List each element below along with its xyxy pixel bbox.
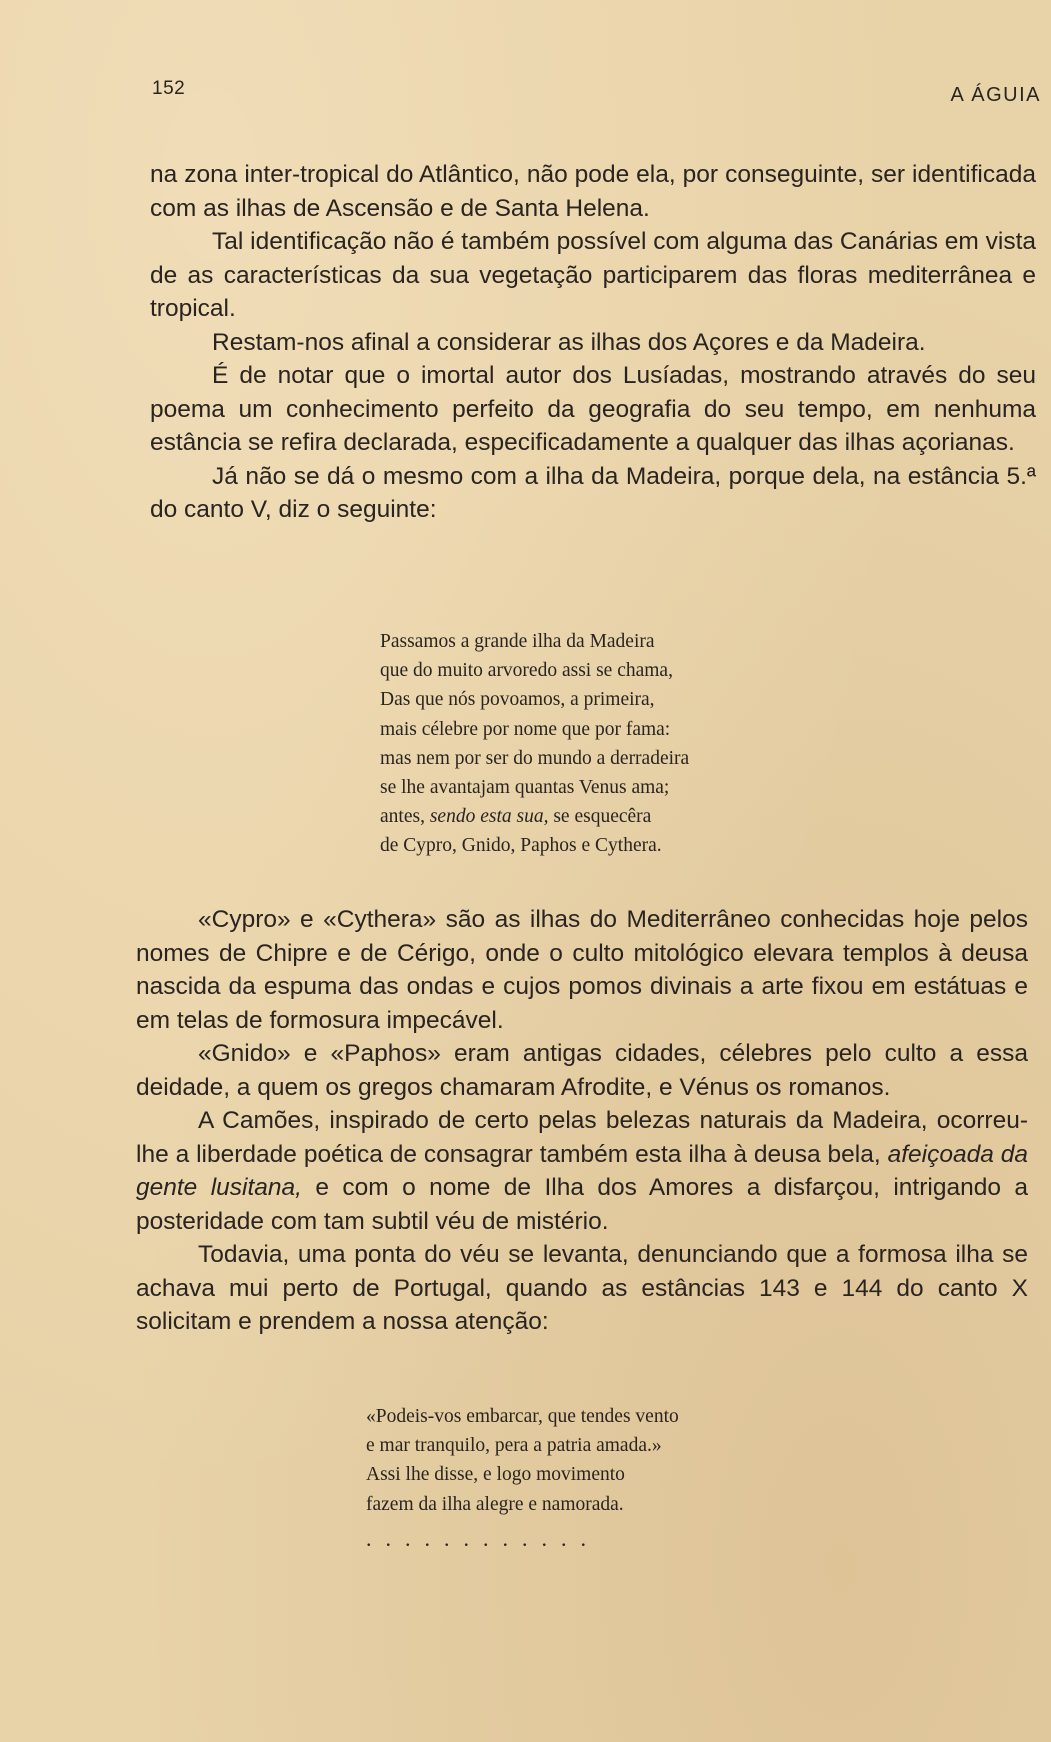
- body-text-bottom: [136, 903, 1028, 1339]
- paragraph: Já não se dá o mesmo com a ilha da Madeira, porque dela, na estância 5.ª do canto V, diz o seguinte:: [150, 462, 1036, 523]
- verse-line: e mar tranquilo, pera a patria amada.»: [366, 1435, 662, 1457]
- paragraph: «Cypro» e «Cythera» são as ilhas do Mediterrâneo conhecidas hoje pelos nomes de Chipre e de Cérigo, onde o culto mitológico elevara templos à deusa nascida da espuma das ondas e cujos pomos divinais a arte fixou em estátuas e em telas de formosura impecável.: [136, 906, 1028, 1034]
- ellipsis-dots: ............: [366, 1525, 600, 1551]
- verse-text: se esquecêra: [548, 806, 652, 828]
- verse-line: que do muito arvoredo assi se chama,: [380, 660, 673, 682]
- verse-emphasis: sendo esta sua,: [429, 806, 549, 828]
- verse-line: Das que nós povoamos, a primeira,: [380, 689, 655, 711]
- paragraph: Tal identificação não é também possível com alguma das Canárias em vista de as características da sua vegetação participarem das floras mediterrânea e tropical.: [150, 228, 1036, 322]
- verse-line: de Cypro, Gnido, Paphos e Cythera.: [380, 835, 662, 857]
- verse-line: fazem da ilha alegre e namorada.: [366, 1493, 624, 1515]
- paragraph-text: e com o nome de Ilha dos Amores a disfarçou, intrigando a posteridade com tam subtil véu de mistério.: [136, 1174, 1028, 1235]
- verse-quote-lusiadas-canto-v: [380, 627, 689, 861]
- verse-line: Assi lhe disse, e logo movimento: [366, 1464, 625, 1486]
- paragraph: Restam-nos afinal a considerar as ilhas dos Açores e da Madeira.: [212, 328, 926, 356]
- paragraph: Todavia, uma ponta do véu se levanta, denunciando que a formosa ilha se achava mui perto de Portugal, quando as estâncias 143 e 144 do canto X solicitam e prendem a nossa atenção:: [136, 1241, 1028, 1335]
- page-number: 152: [152, 78, 186, 99]
- paragraph: É de notar que o imortal autor dos Lusíadas, mostrando através do seu poema um conhecimento perfeito da geografia do seu tempo, em nenhuma estância se refira declarada, especificadamente a qualquer das ilhas açorianas.: [150, 362, 1036, 456]
- verse-line: se lhe avantajam quantas Venus ama;: [380, 777, 670, 799]
- verse-line: mas nem por ser do mundo a derradeira: [380, 747, 690, 769]
- verse-line: mais célebre por nome que por fama:: [380, 718, 671, 740]
- running-title: A ÁGUIA: [950, 84, 1041, 106]
- paragraph: «Gnido» e «Paphos» eram antigas cidades, célebres pelo culto a essa deidade, a quem os gregos chamaram Afrodite, e Vénus os romanos.: [136, 1040, 1028, 1101]
- verse-line: «Podeis-vos embarcar, que tendes vento: [366, 1406, 679, 1427]
- body-text-top: [150, 158, 1036, 527]
- paragraph: [136, 1104, 1028, 1238]
- paragraph: na zona inter-tropical do Atlântico, não pode ela, por conseguinte, ser identificada com as ilhas de Ascensão e de Santa Helena.: [150, 161, 1036, 222]
- verse-line: Passamos a grande ilha da Madeira: [380, 631, 655, 652]
- page-header: [152, 78, 1041, 108]
- verse-line: [380, 802, 689, 831]
- verse-quote-lusiadas-canto-x: [366, 1402, 679, 1559]
- verse-text: antes,: [380, 806, 430, 828]
- paragraph-emphasis: afeiçoada da gente lusitana,: [136, 1140, 1028, 1201]
- paragraph-text: A Camões, inspirado de certo pelas belezas naturais da Madeira, ocorreu-lhe a liberdade poética de consagrar também esta ilha à deusa bela,: [136, 1107, 1028, 1168]
